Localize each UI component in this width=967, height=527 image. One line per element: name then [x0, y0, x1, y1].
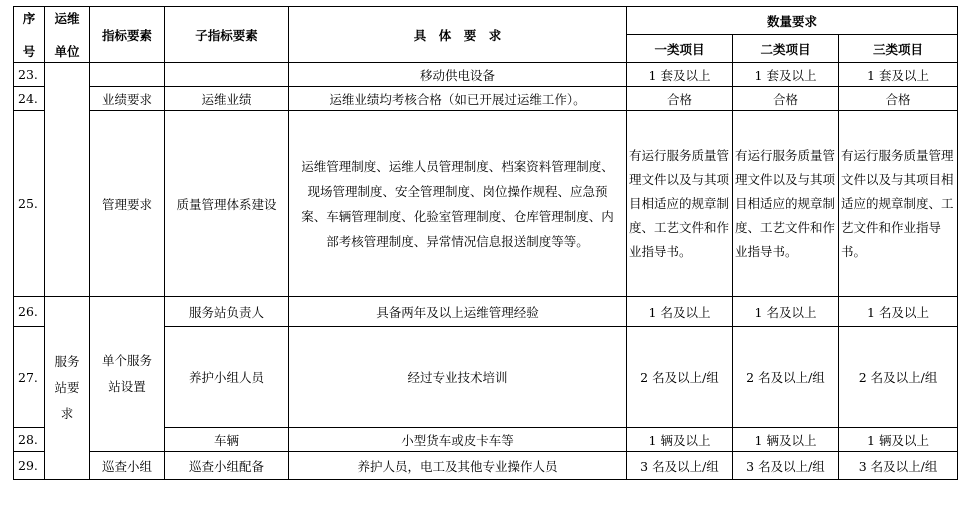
header-class2: 二类项目 — [733, 35, 839, 63]
table-row — [14, 297, 958, 327]
header-quantity: 数量要求 — [627, 7, 958, 35]
class1-cell: 2 名及以上/组 — [627, 327, 733, 428]
header-class1: 一类项目 — [627, 35, 733, 63]
row-number: 28. — [14, 428, 45, 452]
row-number: 29. — [14, 452, 45, 480]
row-number: 25. — [14, 111, 45, 297]
row-number: 24. — [14, 87, 45, 111]
detail-cell: 运维管理制度、运维人员管理制度、档案资料管理制度、现场管理制度、安全管理制度、岗位操作规程、应急预案、车辆管理制度、化验室管理制度、仓库管理制度、内部考核管理制度、异常情况信息报送制度等等。 — [289, 111, 627, 297]
sub-indicator-cell: 质量管理体系建设 — [165, 111, 289, 297]
single-station-cell: 单个服务站设置 — [90, 297, 165, 452]
class2-cell: 3 名及以上/组 — [733, 452, 839, 480]
class3-cell: 合格 — [839, 87, 958, 111]
class1-cell: 1 名及以上 — [627, 297, 733, 327]
detail-cell: 运维业绩均考核合格（如已开展过运维工作）。 — [289, 87, 627, 111]
indicator-cell: 业绩要求 — [90, 87, 165, 111]
class1-cell: 1 辆及以上 — [627, 428, 733, 452]
class2-cell: 1 辆及以上 — [733, 428, 839, 452]
header-unit: 运维 单位 — [45, 7, 90, 63]
class1-cell: 3 名及以上/组 — [627, 452, 733, 480]
table-row — [14, 87, 958, 111]
header-detail: 具 体 要 求 — [289, 7, 627, 63]
table-row — [14, 452, 958, 480]
class2-cell: 1 套及以上 — [733, 63, 839, 87]
sub-indicator-cell — [165, 63, 289, 87]
class2-cell: 2 名及以上/组 — [733, 327, 839, 428]
service-unit-cell: 服务站要求 — [45, 297, 90, 480]
class2-cell: 有运行服务质量管理文件以及与其项目相适应的规章制度、工艺文件和作业指导书。 — [733, 111, 839, 297]
class3-cell: 2 名及以上/组 — [839, 327, 958, 428]
header-class3: 三类项目 — [839, 35, 958, 63]
table-row — [14, 63, 958, 87]
header-seq: 序 号 — [14, 7, 45, 63]
detail-cell: 经过专业技术培训 — [289, 327, 627, 428]
sub-indicator-cell: 服务站负责人 — [165, 297, 289, 327]
sub-indicator-cell: 运维业绩 — [165, 87, 289, 111]
row-number: 27. — [14, 327, 45, 428]
indicator-cell: 管理要求 — [90, 111, 165, 297]
detail-cell: 移动供电设备 — [289, 63, 627, 87]
header-indicator: 指标要素 — [90, 7, 165, 63]
class3-cell: 1 辆及以上 — [839, 428, 958, 452]
row-number: 26. — [14, 297, 45, 327]
detail-cell: 养护人员，电工及其他专业操作人员 — [289, 452, 627, 480]
unit-cell-empty — [45, 63, 90, 297]
table-row — [14, 111, 958, 297]
class2-cell: 1 名及以上 — [733, 297, 839, 327]
indicator-cell: 巡查小组 — [90, 452, 165, 480]
sub-indicator-cell: 车辆 — [165, 428, 289, 452]
detail-cell: 具备两年及以上运维管理经验 — [289, 297, 627, 327]
indicator-cell — [90, 63, 165, 87]
header-row-top — [14, 7, 958, 35]
class3-cell: 3 名及以上/组 — [839, 452, 958, 480]
class3-cell: 1 套及以上 — [839, 63, 958, 87]
detail-cell: 小型货车或皮卡车等 — [289, 428, 627, 452]
class1-cell: 1 套及以上 — [627, 63, 733, 87]
class3-cell: 1 名及以上 — [839, 297, 958, 327]
row-number: 23. — [14, 63, 45, 87]
sub-indicator-cell: 养护小组人员 — [165, 327, 289, 428]
header-sub-indicator: 子指标要素 — [165, 7, 289, 63]
class1-cell: 合格 — [627, 87, 733, 111]
requirements-table — [13, 6, 958, 480]
class1-cell: 有运行服务质量管理文件以及与其项目相适应的规章制度、工艺文件和作业指导书。 — [627, 111, 733, 297]
sub-indicator-cell: 巡查小组配备 — [165, 452, 289, 480]
class2-cell: 合格 — [733, 87, 839, 111]
class3-cell: 有运行服务质量管理文件以及与其项目相适应的规章制度、工艺文件和作业指导书。 — [839, 111, 958, 297]
